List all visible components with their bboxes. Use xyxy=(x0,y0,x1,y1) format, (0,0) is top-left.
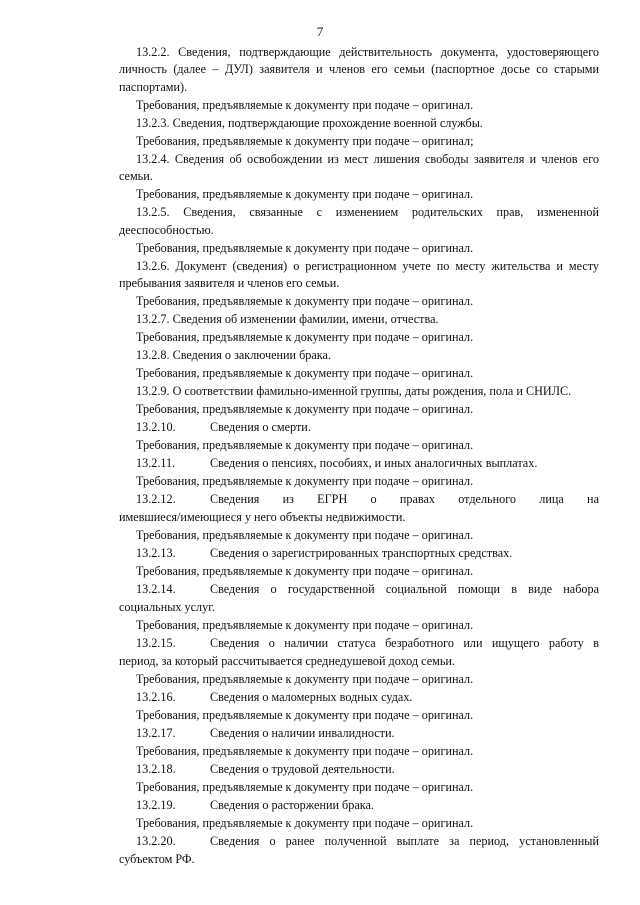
item-text: Сведения о государственной социальной помощи в виде набора xyxy=(210,582,599,597)
numbered-item xyxy=(119,635,599,670)
item-number: 13.2.15. xyxy=(136,636,176,651)
item-text: Сведения о трудовой деятельности. xyxy=(210,762,395,777)
item-text: Сведения о наличии статуса безработного или ищущего работу в xyxy=(210,636,599,651)
page-number: 7 xyxy=(316,24,324,39)
paragraph: Требования, предъявляемые к документу при подаче – оригинал. xyxy=(136,618,474,633)
numbered-item xyxy=(119,419,599,436)
item-text: Сведения о маломерных водных судах. xyxy=(210,690,413,705)
paragraph: Требования, предъявляемые к документу при подаче – оригинал. xyxy=(136,240,474,255)
item-text: Сведения о ранее полученной выплате за период, установленный xyxy=(210,834,599,849)
item-text-continuation: период, за который рассчитывается среднедушевой доход семьи. xyxy=(119,654,455,669)
numbered-item xyxy=(119,833,599,868)
paragraph: 13.2.5. Сведения, связанные с изменением родительских прав, измененной дееспособностью. xyxy=(119,205,599,237)
item-number: 13.2.13. xyxy=(136,546,176,561)
item-number: 13.2.14. xyxy=(136,582,176,597)
item-number: 13.2.18. xyxy=(136,762,176,777)
item-text-continuation: субъектом РФ. xyxy=(119,852,195,867)
paragraph: Требования, предъявляемые к документу при подаче – оригинал. xyxy=(136,744,474,759)
paragraph: 13.2.9. О соответствии фамильно-именной группы, даты рождения, пола и СНИЛС. xyxy=(136,384,572,399)
paragraph: Требования, предъявляемые к документу при подаче – оригинал. xyxy=(136,474,474,489)
paragraph: 13.2.6. Документ (сведения) о регистрационном учете по месту жительства и месту пребывания заявителя и членов его семьи. xyxy=(119,258,599,291)
item-number: 13.2.12. xyxy=(136,492,176,507)
paragraph: 13.2.4. Сведения об освобождении из мест лишения свободы заявителя и членов его семьи. xyxy=(119,151,599,184)
item-number: 13.2.10. xyxy=(136,420,176,435)
item-number: 13.2.17. xyxy=(136,726,176,741)
numbered-item xyxy=(119,545,599,562)
numbered-item xyxy=(119,455,599,472)
paragraph: 13.2.2. Сведения, подтверждающие действительность документа, удостоверяющего личность (далее – ДУЛ) заявителя и членов его семьи (паспортное досье со старыми паспортами). xyxy=(119,45,599,94)
paragraph: Требования, предъявляемые к документу при подаче – оригинал. xyxy=(136,402,474,417)
numbered-item xyxy=(119,689,599,706)
item-text: Сведения о расторжении брака. xyxy=(210,798,374,813)
paragraph: Требования, предъявляемые к документу при подаче – оригинал. xyxy=(136,294,474,309)
numbered-item xyxy=(119,581,599,616)
paragraph: Требования, предъявляемые к документу при подаче – оригинал. xyxy=(136,187,474,202)
item-text-continuation: имевшиеся/имеющиеся у него объекты недвижимости. xyxy=(119,510,406,525)
item-text: Сведения о наличии инвалидности. xyxy=(210,726,395,741)
paragraph: Требования, предъявляемые к документу при подаче – оригинал. xyxy=(136,528,474,543)
item-text: Сведения о зарегистрированных транспортных средствах. xyxy=(210,546,513,561)
paragraph: Требования, предъявляемые к документу при подаче – оригинал. xyxy=(136,672,474,687)
item-text-continuation: социальных услуг. xyxy=(119,600,215,615)
item-number: 13.2.11. xyxy=(136,456,176,471)
paragraph: Требования, предъявляемые к документу при подаче – оригинал. xyxy=(136,330,474,345)
item-number: 13.2.19. xyxy=(136,798,176,813)
paragraph: Требования, предъявляемые к документу при подаче – оригинал; xyxy=(136,133,474,148)
paragraph: 13.2.8. Сведения о заключении брака. xyxy=(136,348,331,363)
paragraph: Требования, предъявляемые к документу при подаче – оригинал. xyxy=(136,816,474,831)
paragraph: Требования, предъявляемые к документу при подаче – оригинал. xyxy=(136,564,474,579)
numbered-item xyxy=(119,797,599,814)
paragraph: 13.2.3. Сведения, подтверждающие прохождение военной службы. xyxy=(136,115,483,130)
paragraph: Требования, предъявляемые к документу при подаче – оригинал. xyxy=(136,438,474,453)
item-number: 13.2.16. xyxy=(136,690,176,705)
item-text: Сведения из ЕГРН о правах отдельного лица на xyxy=(210,492,599,507)
paragraph: Требования, предъявляемые к документу при подаче – оригинал. xyxy=(136,97,474,112)
paragraph: Требования, предъявляемые к документу при подаче – оригинал. xyxy=(136,366,474,381)
item-text: Сведения о смерти. xyxy=(210,420,311,435)
paragraph: Требования, предъявляемые к документу при подаче – оригинал. xyxy=(136,708,474,723)
numbered-item xyxy=(119,761,599,778)
paragraph: 13.2.7. Сведения об изменении фамилии, имени, отчества. xyxy=(136,312,439,327)
item-text: Сведения о пенсиях, пособиях, и иных аналогичных выплатах. xyxy=(210,456,538,471)
document-body xyxy=(119,44,599,869)
numbered-item xyxy=(119,491,599,526)
item-number: 13.2.20. xyxy=(136,834,176,849)
numbered-item xyxy=(119,725,599,742)
paragraph: Требования, предъявляемые к документу при подаче – оригинал. xyxy=(136,780,474,795)
